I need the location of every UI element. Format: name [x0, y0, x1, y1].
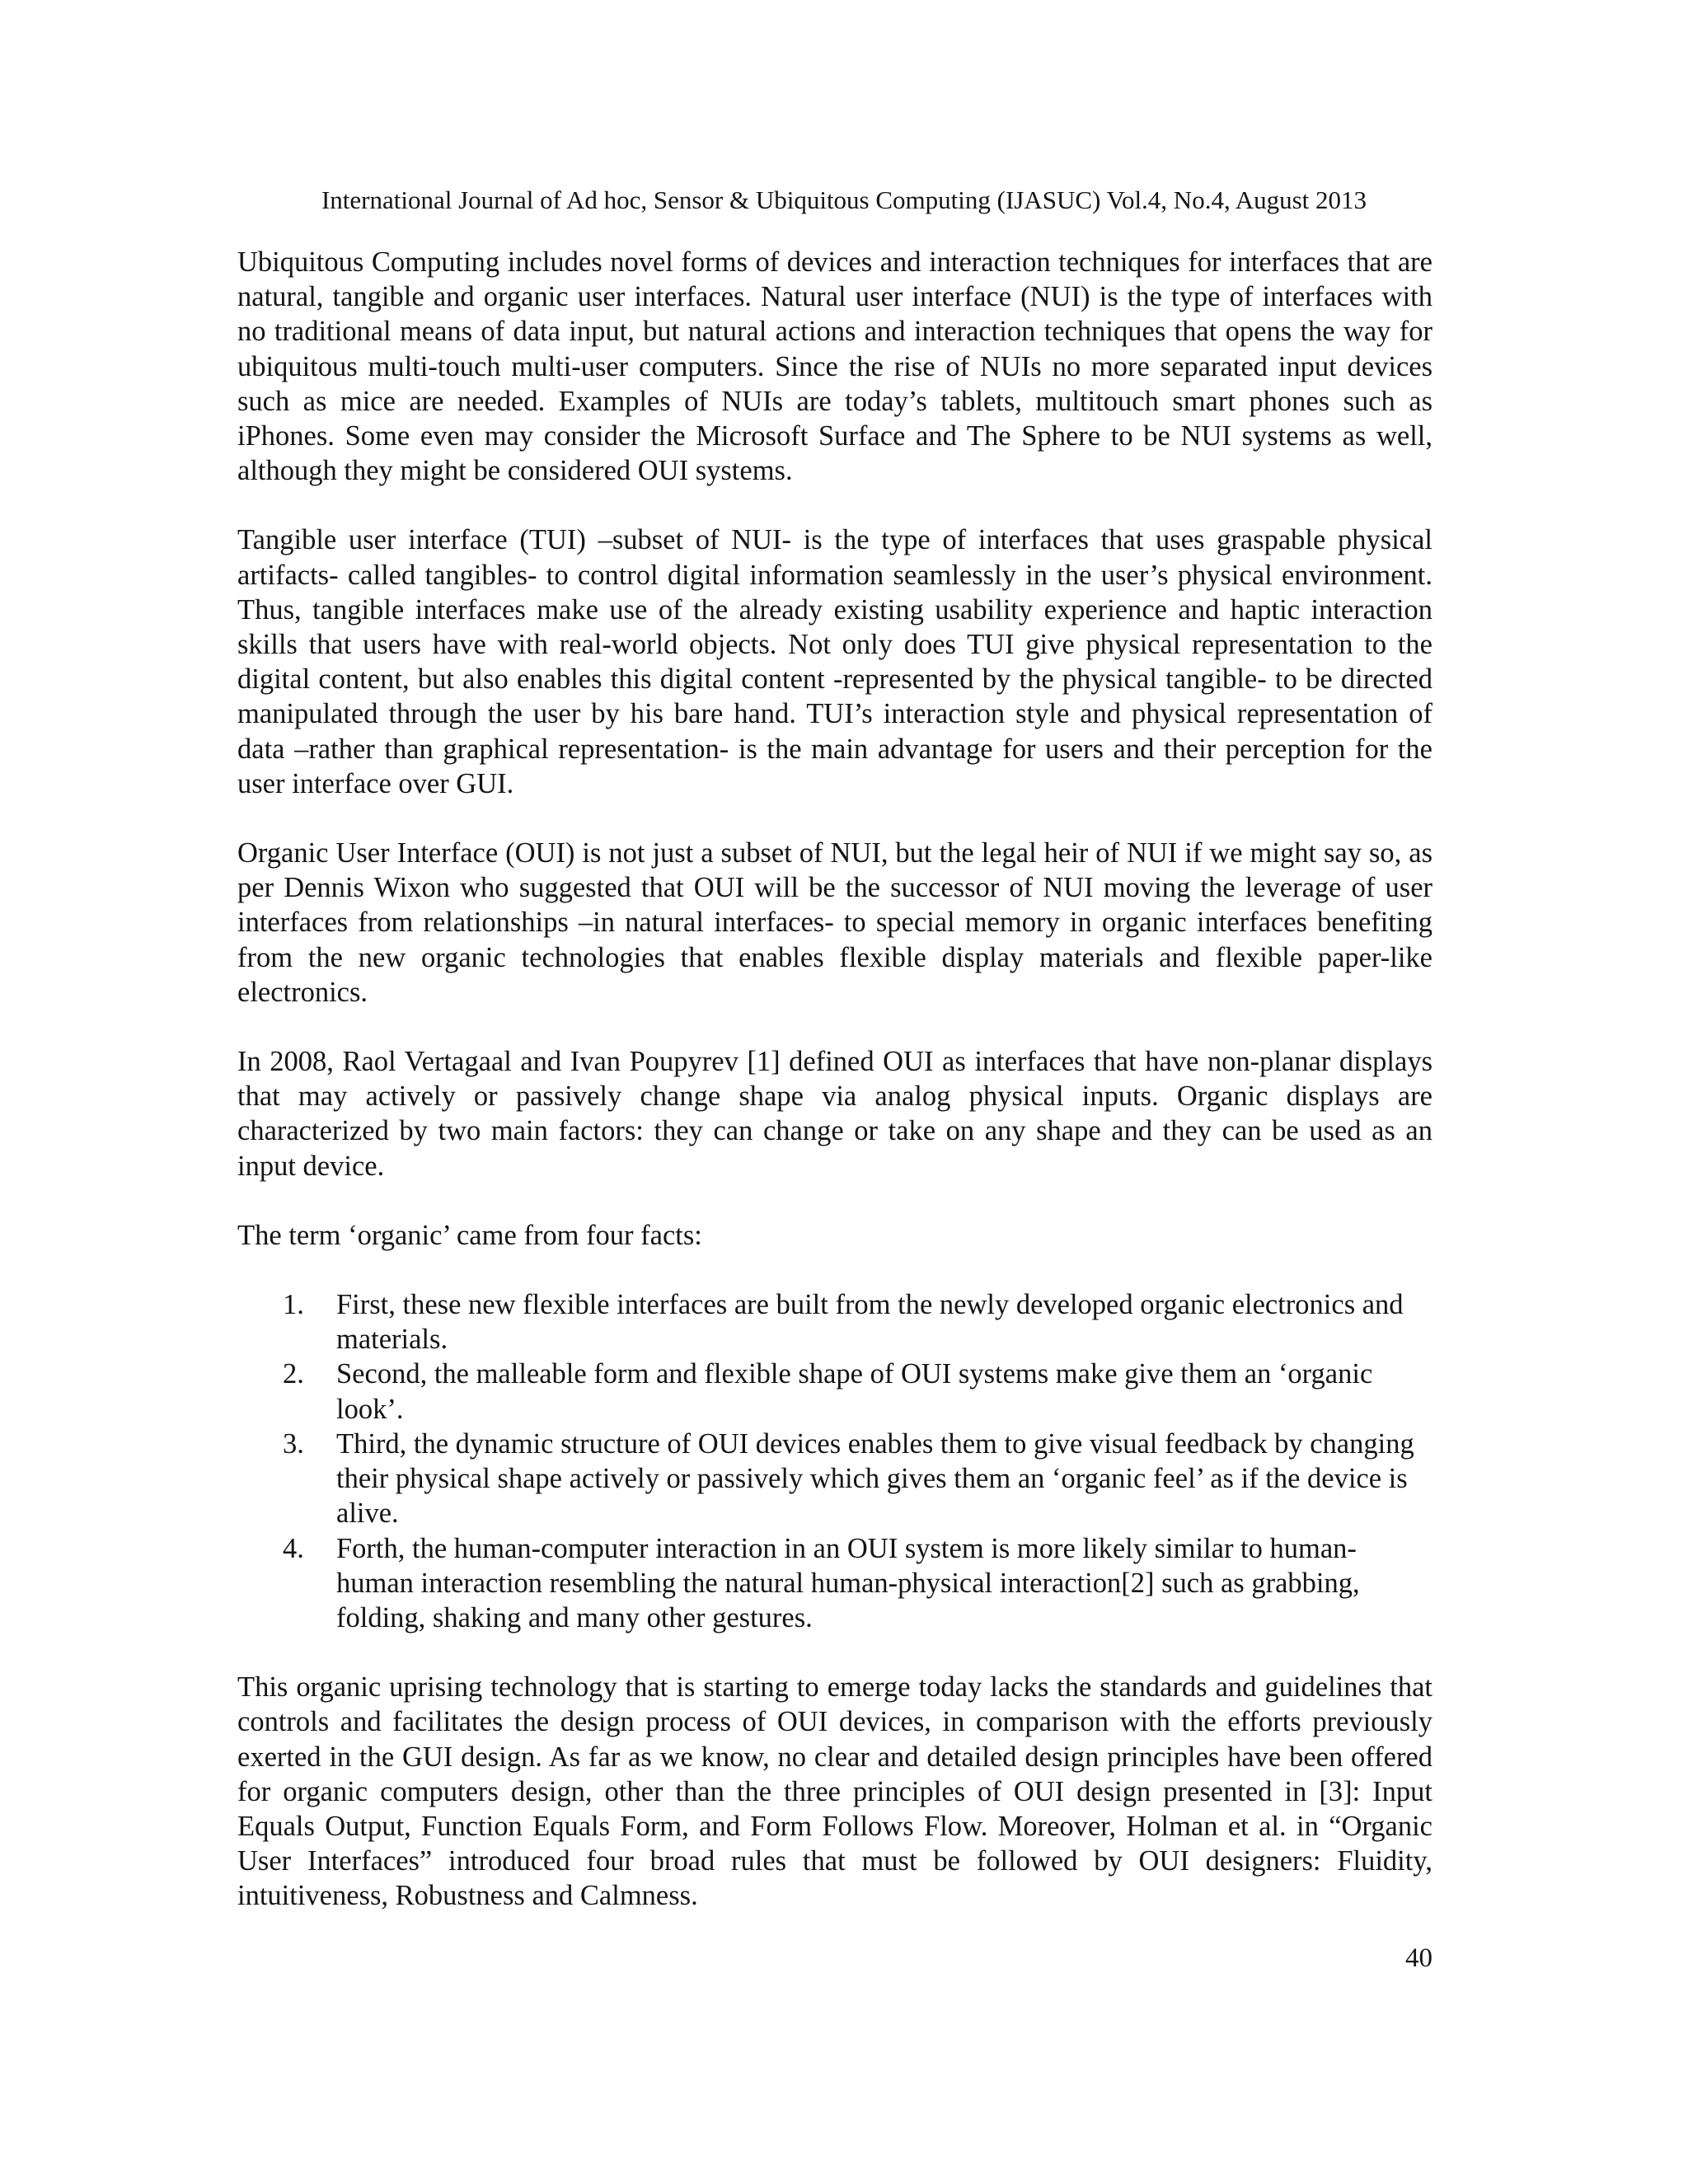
- list-item: [237, 1531, 1432, 1636]
- paragraph-ubiquitous-computing: Ubiquitous Computing includes novel forms of devices and interaction techniques for interfaces that are natural, tangible and organic user interfaces. Natural user interface (NUI) is the type of interfaces with no traditional means of data input, but natural actions and interaction techniques that opens the way for ubiquitous multi-touch multi-user computers. Since the rise of NUIs no more separated input devices such as mice are needed. Examples of NUIs are today’s tablets, multitouch smart phones such as iPhones. Some even may consider the Microsoft Surface and The Sphere to be NUI systems as well, although they might be considered OUI systems.: [237, 246, 1432, 487]
- list-item-number: 2.: [283, 1358, 304, 1390]
- list-item-number: 1.: [283, 1289, 304, 1321]
- page-number: 40: [1405, 1943, 1432, 1973]
- running-header: International Journal of Ad hoc, Sensor & Ubiquitous Computing (IJASUC) Vol.4, No.4, August 2013: [321, 185, 1367, 214]
- paragraph-oui-definition: In 2008, Raol Vertagaal and Ivan Poupyrev [1] defined OUI as interfaces that have non-planar displays that may actively or passively change shape via analog physical inputs. Organic displays are characterized by two main factors: they can change or take on any shape and they can be used as an input device.: [237, 1046, 1432, 1182]
- paragraph-design-principles: This organic uprising technology that is starting to emerge today lacks the standards and guidelines that controls and facilitates the design process of OUI devices, in comparison with the efforts previously exerted in the GUI design. As far as we know, no clear and detailed design principles have been offered for organic computers design, other than the three principles of OUI design presented in [3]: Input Equals Output, Function Equals Form, and Form Follows Flow. Moreover, Holman et al. in “Organic User Interfaces” introduced four broad rules that must be followed by OUI designers: Fluidity, intuitiveness, Robustness and Calmness.: [237, 1671, 1432, 1912]
- paragraph-organic-term-intro: The term ‘organic’ came from four facts:: [237, 1219, 702, 1251]
- list-item-text: Third, the dynamic structure of OUI devices enables them to give visual feedback by changing their physical shape actively or passively which gives them an ‘organic feel’ as if the device is alive.: [336, 1427, 1414, 1530]
- list-item-text: Forth, the human-computer interaction in an OUI system is more likely similar to human-human interaction resembling the natural human-physical interaction[2] such as grabbing, folding, shaking and many other gestures.: [336, 1532, 1360, 1633]
- list-item-text: Second, the malleable form and flexible shape of OUI systems make give them an ‘organic look’.: [336, 1358, 1373, 1425]
- paragraph-organic-user-interface: Organic User Interface (OUI) is not just a subset of NUI, but the legal heir of NUI if we might say so, as per Dennis Wixon who suggested that OUI will be the successor of NUI moving the leverage of user interfaces from relationships –in natural interfaces- to special memory in organic interfaces benefiting from the new organic technologies that enables flexible display materials and flexible paper-like electronics.: [237, 837, 1432, 1008]
- list-item-number: 3.: [283, 1427, 304, 1460]
- organic-facts-list: [237, 1287, 1432, 1635]
- list-item: [237, 1427, 1432, 1531]
- list-item: [237, 1357, 1432, 1426]
- list-item-number: 4.: [283, 1532, 304, 1564]
- list-item-text: First, these new flexible interfaces are built from the newly developed organic electronics and materials.: [336, 1289, 1404, 1356]
- list-item: [237, 1287, 1432, 1357]
- paragraph-tangible-user-interface: Tangible user interface (TUI) –subset of NUI- is the type of interfaces that uses graspable physical artifacts- called tangibles- to control digital information seamlessly in the user’s physical environment. Thus, tangible interfaces make use of the already existing usability experience and haptic interaction skills that users have with real-world objects. Not only does TUI give physical representation to the digital content, but also enables this digital content -represented by the physical tangible- to be directed manipulated through the user by his bare hand. TUI’s interaction style and physical representation of data –rather than graphical representation- is the main advantage for users and their perception for the user interface over GUI.: [237, 524, 1432, 799]
- body-text: [237, 245, 1432, 1914]
